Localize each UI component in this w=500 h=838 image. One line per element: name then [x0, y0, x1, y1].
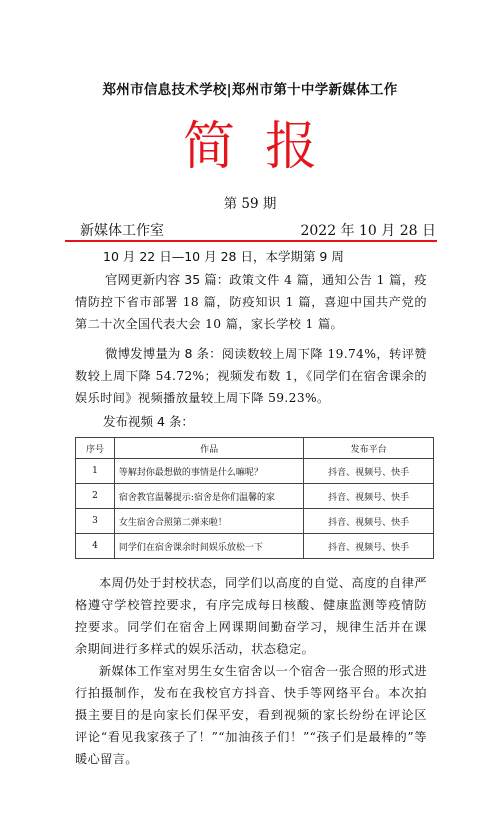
- weibo-text: 阅读数较上周下降 19.74%，转评赞数较上周下降 54.72%；视频发布数 1，《同学们在宿舍课余的娱乐时间》视频播放量较上周下降 59.23%。: [75, 347, 427, 405]
- row-title: 等解封你最想做的事情是什么嘛呢？: [114, 459, 303, 484]
- header-divider: [65, 240, 437, 242]
- row-platform: 抖音、视频号、快手: [304, 509, 434, 534]
- office-name: 新媒体工作室: [80, 223, 164, 239]
- table-row: [76, 534, 434, 559]
- row-number: 3: [76, 509, 115, 534]
- body-paragraph-photos: 新媒体工作室对男生女生宿舍以一个宿舍一张合照的形式进行拍摄制作，发布在我校官方抖音、快手等网络平台。本次拍摄主要目的是向家长们保平安，看到视频的家长纷纷在评论区评论“看见我家孩子了！”“加油孩子们！”“孩子们是最棒的”等暖心留言。: [75, 664, 427, 766]
- body-paragraph-status: 本周仍处于封校状态，同学们以高度的自觉、高度的自律严格遵守学校管控要求，有序完成每日核酸、健康监测等疫情防控要求。同学们在宿舍上网课期间勤奋学习，规律生活并在课余期间进行多样式的娱乐活动，状态稳定。: [75, 576, 427, 656]
- masthead-title: 简报: [182, 117, 347, 177]
- publish-date: 2022 年 10 月 28 日: [300, 223, 436, 239]
- row-number: 1: [76, 459, 115, 484]
- row-platform: 抖音、视频号、快手: [304, 459, 434, 484]
- website-summary: [75, 269, 427, 335]
- weibo-summary: [75, 343, 427, 409]
- video-table: [75, 437, 434, 559]
- column-header-number: 序号: [76, 438, 115, 459]
- column-header-platform: 发布平台: [304, 438, 434, 459]
- row-platform: 抖音、视频号、快手: [304, 484, 434, 509]
- weibo-lead: 微博发博量为 8 条：: [105, 346, 222, 361]
- table-row: [76, 509, 434, 534]
- table-header-row: [76, 438, 434, 459]
- row-title: 女生宿舍合照第二弹来啦！: [114, 509, 303, 534]
- row-platform: 抖音、视频号、快手: [304, 534, 434, 559]
- issue-number: 第 59 期: [223, 196, 277, 212]
- website-lead: 官网更新内容 35 篇：: [105, 272, 230, 287]
- week-range: 10 月 22 日—10 月 28 日，本学期第 9 周: [103, 249, 344, 264]
- column-header-work: 作品: [114, 438, 303, 459]
- table-row: [76, 484, 434, 509]
- row-number: 4: [76, 534, 115, 559]
- website-text: 政策文件 4 篇，通知公告 1 篇，疫情防控下省市部署 18 篇，防疫知识 1 篇，喜迎中国共产党的第二十次全国代表大会 10 篇，家长学校 1 篇。: [75, 273, 427, 331]
- header-title: 郑州市信息技术学校|郑州市第十中学新媒体工作: [102, 82, 398, 98]
- table-row: [76, 459, 434, 484]
- row-title: 同学们在宿舍课余时间娱乐放松一下: [114, 534, 303, 559]
- row-number: 2: [76, 484, 115, 509]
- row-title: 宿舍教官温馨提示:宿舍是你们温馨的家: [114, 484, 303, 509]
- video-heading: 发布视频 4 条：: [103, 414, 194, 429]
